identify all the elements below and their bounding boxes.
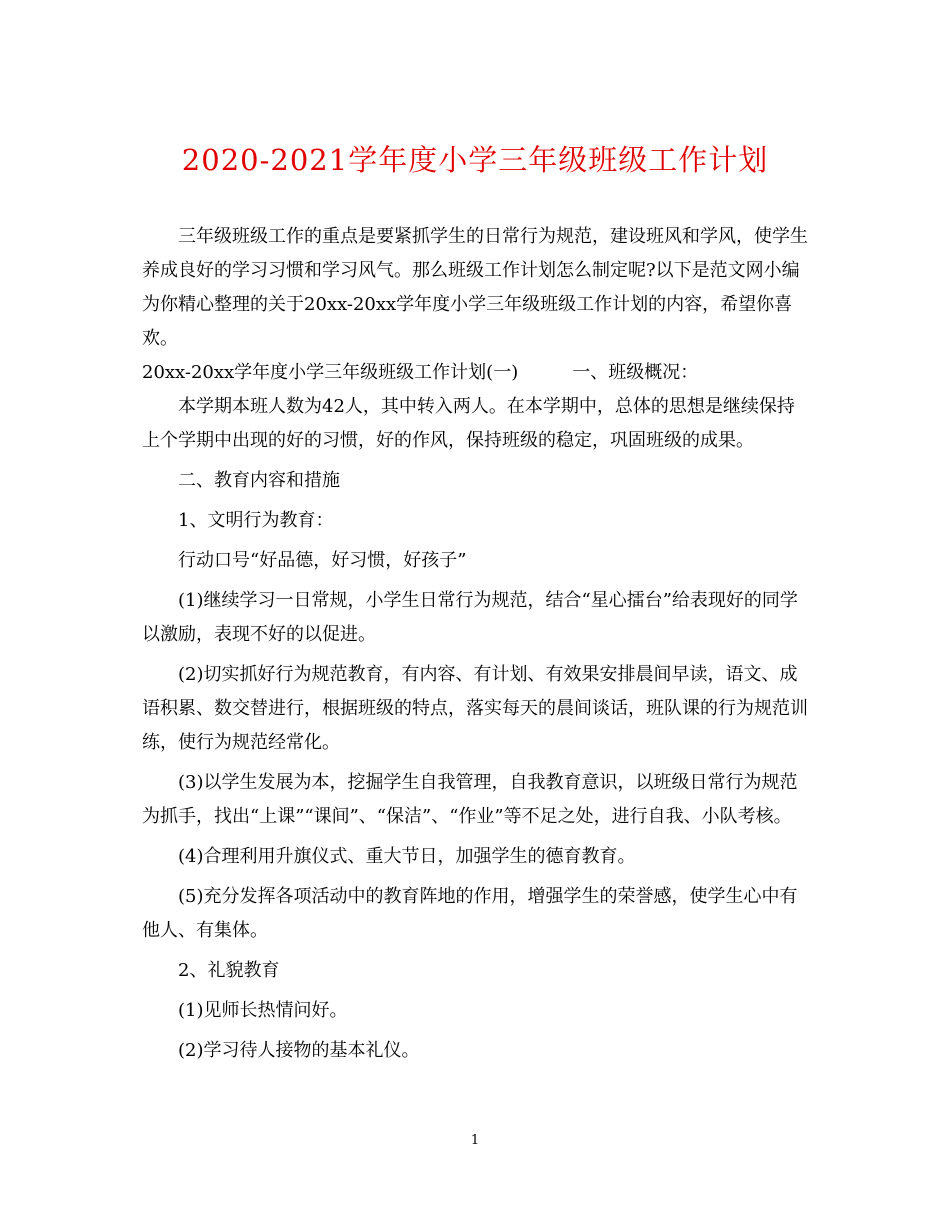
subheading-civilized-behavior: 1、文明行为教育： <box>178 510 334 531</box>
document-body <box>142 220 812 1068</box>
class-overview-paragraph: 本学期本班人数为42人，其中转入两人。在本学期中，总体的思想是继续保持上个学期中出现的好的习惯，好的作风，保持班级的稳定，巩固班级的成果。 <box>142 396 795 451</box>
document-title: 2020-2021学年度小学三年级班级工作计划 <box>181 143 769 177</box>
section-heading-education: 二、教育内容和措施 <box>178 470 340 491</box>
page-number: 1 <box>470 1133 480 1148</box>
action-slogan: 行动口号“好品德，好习惯，好孩子” <box>178 550 467 571</box>
subheading-courtesy: 2、礼貌教育 <box>178 960 280 981</box>
list-item-2: (2)切实抓好行为规范教育，有内容、有计划、有效果安排晨间早读，语文、成语积累、数交替进行，根据班级的特点，落实每天的晨间谈话，班队课的行为规范训练，使行为规范经常化。 <box>142 664 808 753</box>
list-item-4: (4)合理利用升旗仪式、重大节日，加强学生的德育教育。 <box>178 846 636 867</box>
section-heading-plan-one: 20xx-20xx学年度小学三年级班级工作计划(一) 一、班级概况： <box>142 362 699 383</box>
courtesy-item-1: (1)见师长热情问好。 <box>178 1000 348 1021</box>
courtesy-item-2: (2)学习待人接物的基本礼仪。 <box>178 1040 420 1061</box>
list-item-1: (1)继续学习一日常规，小学生日常行为规范，结合“星心擂台”给表现好的同学以激励，表现不好的以促进。 <box>142 590 798 645</box>
list-item-5: (5)充分发挥各项活动中的教育阵地的作用，增强学生的荣誉感，使学生心中有他人、有集体。 <box>142 886 798 941</box>
list-item-3: (3)以学生发展为本，挖掘学生自我管理，自我教育意识，以班级日常行为规范为抓手，找出“上课”“课间”、“保洁”、“作业”等不足之处，进行自我、小队考核。 <box>142 772 798 827</box>
intro-paragraph: 三年级班级工作的重点是要紧抓学生的日常行为规范，建设班风和学风，使学生养成良好的学习习惯和学习风气。那么班级工作计划怎么制定呢?以下是范文网小编为你精心整理的关于20xx-20xx学年度小学三年级班级工作计划的内容，希望你喜欢。 <box>142 226 808 349</box>
